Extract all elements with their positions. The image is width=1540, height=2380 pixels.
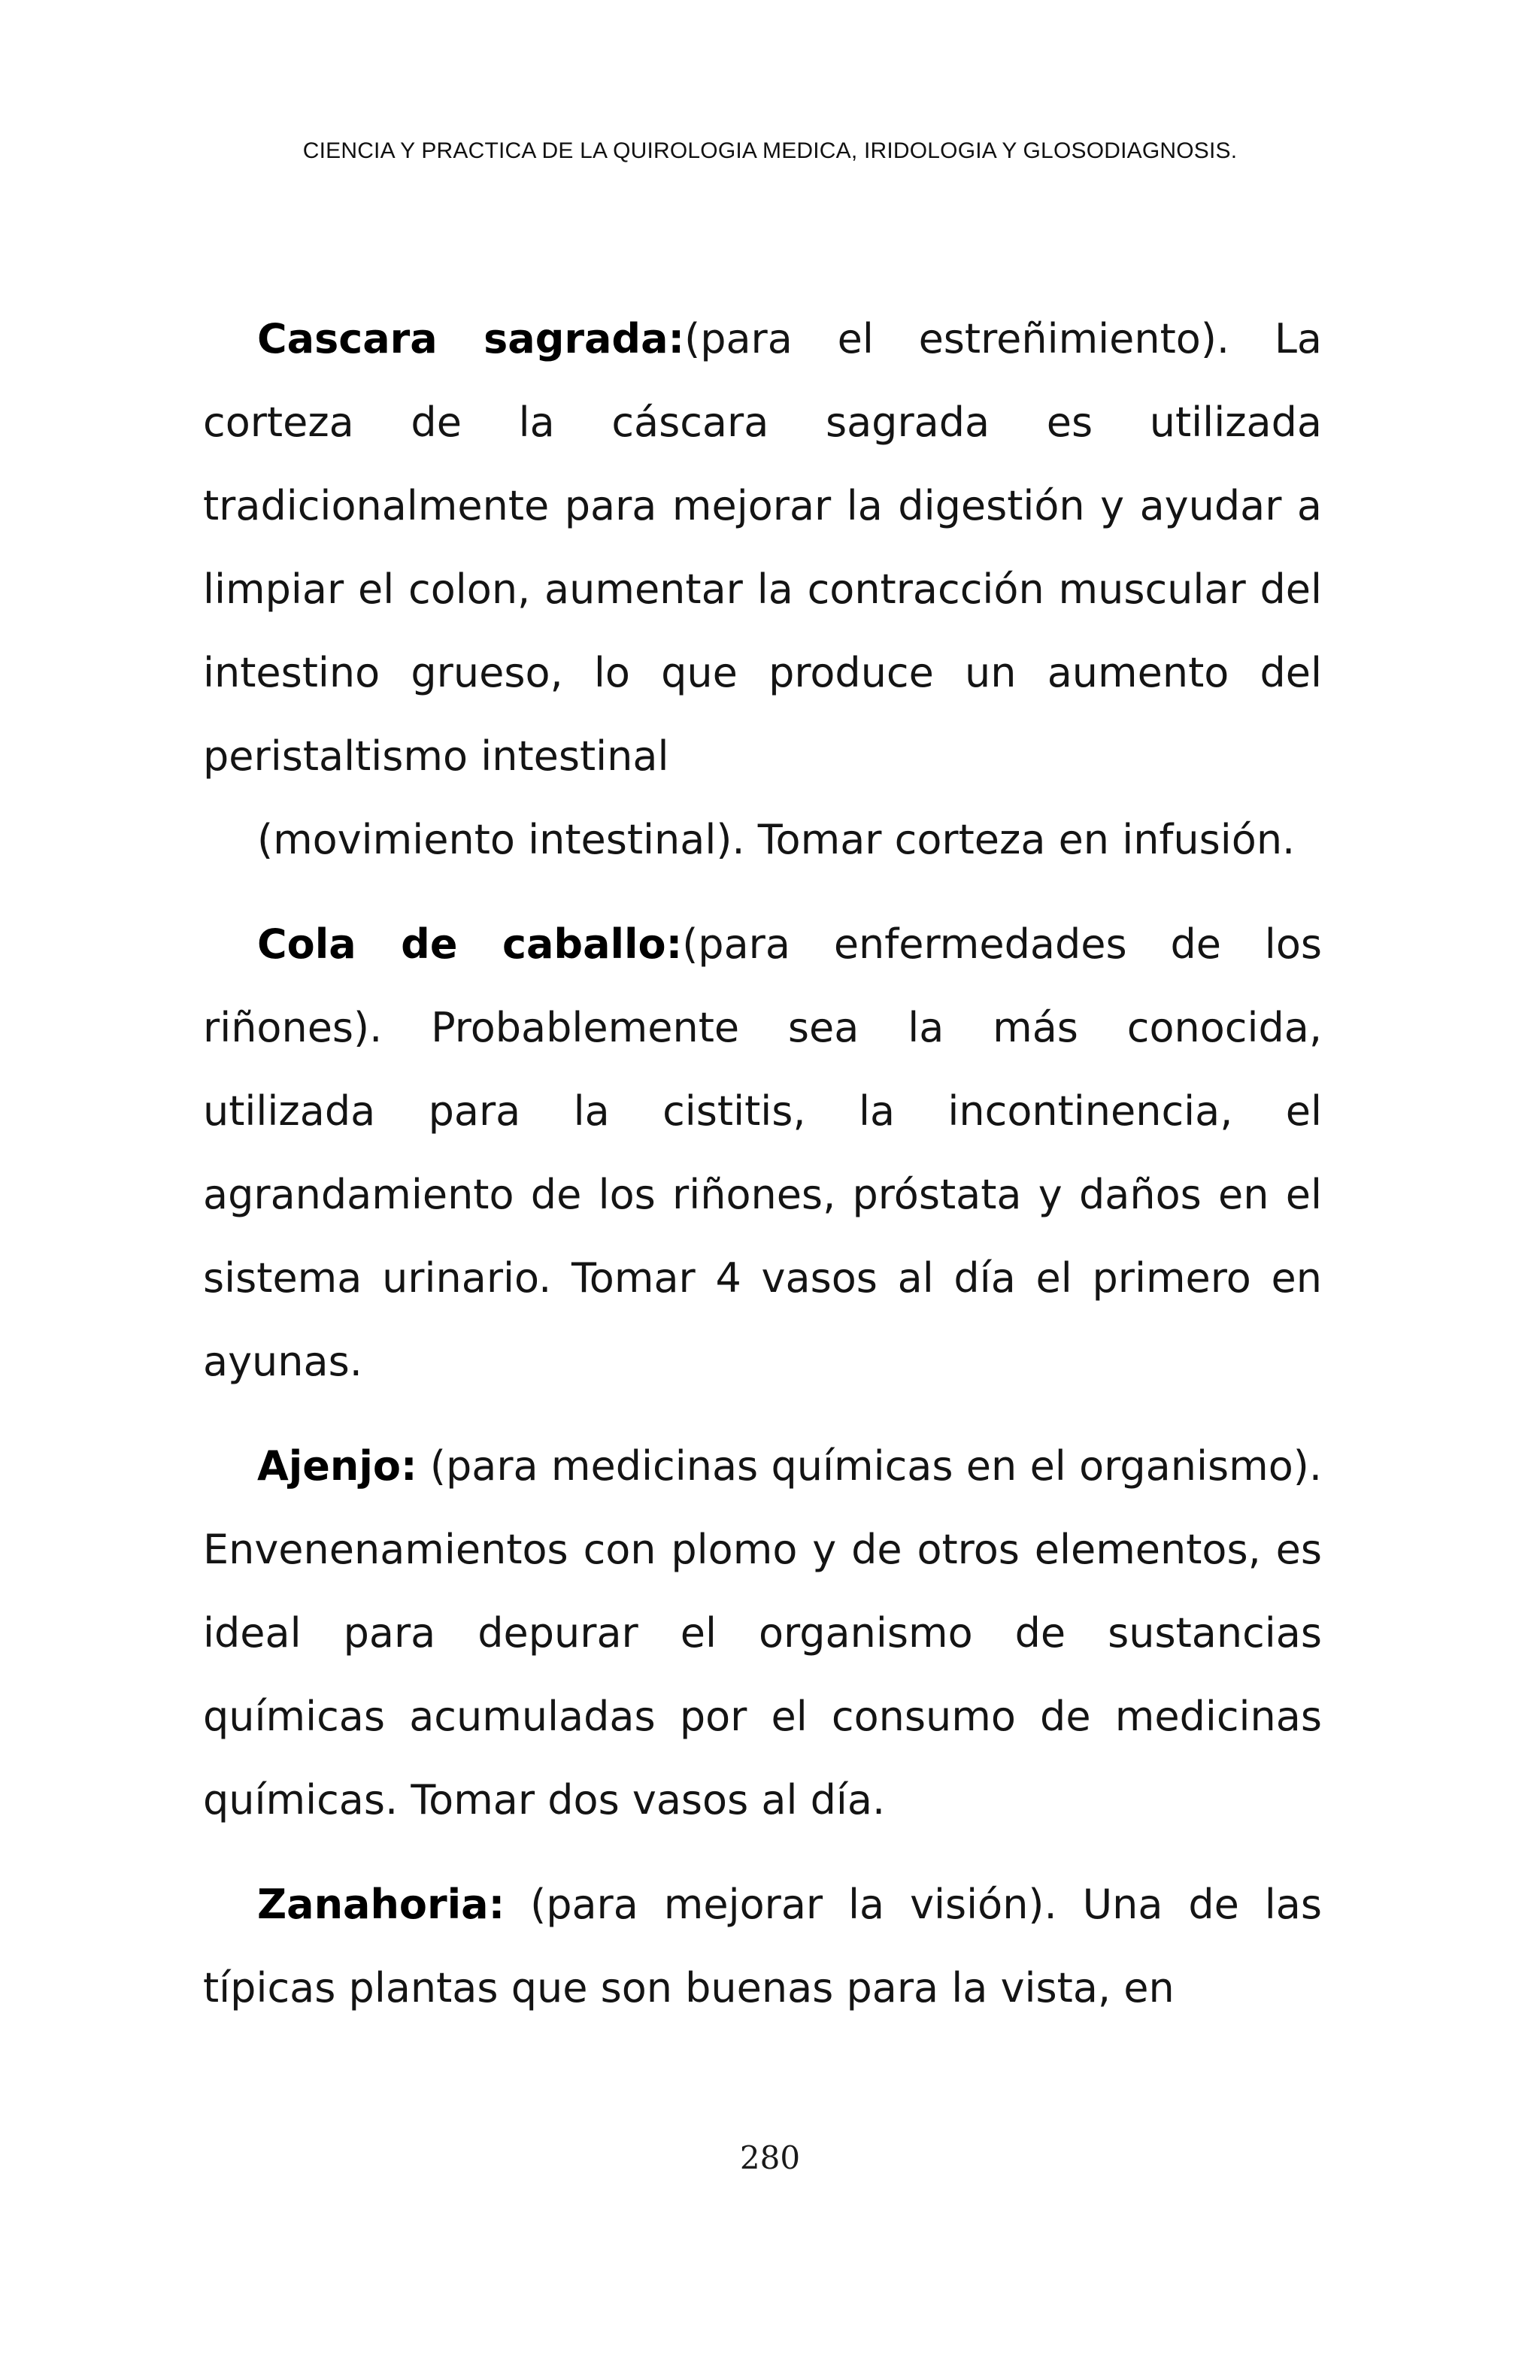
entry-text: (para mejorar la visión). Una de las típicas plantas que son buenas para la vista, en bbox=[203, 1881, 1322, 2012]
running-header: CIENCIA Y PRACTICA DE LA QUIROLOGIA MEDICA, IRIDOLOGIA Y GLOSODIAGNOSIS. bbox=[302, 138, 1238, 163]
entry-term: Ajenjo: bbox=[257, 1442, 417, 1490]
entry-continuation-line: (movimiento intestinal). Tomar corteza en infusión. bbox=[257, 816, 1296, 863]
entry-text: (para el estreñimiento). La corteza de la cáscara sagrada es utilizada tradicionalmente para mejorar la digestión y ayudar a limpiar el colon, aumentar la contracción muscular del intestino grueso, lo que produce un aumento del peristaltismo intestinal bbox=[203, 315, 1322, 780]
entry-text: (para medicinas químicas en el organismo). Envenenamientos con plomo y de otros elementos, es ideal para depurar el organismo de sustancias químicas acumuladas por el consumo de medicinas químicas. Tomar dos vasos al día. bbox=[203, 1442, 1322, 1824]
page-number: 280 bbox=[739, 2139, 801, 2176]
entry-cascara-sagrada bbox=[203, 297, 1322, 881]
entry-ajenjo bbox=[203, 1424, 1322, 1842]
entry-term: Cascara sagrada: bbox=[257, 315, 685, 362]
page-body bbox=[203, 297, 1322, 2030]
entry-text: (para enfermedades de los riñones). Probablemente sea la más conocida, utilizada para la cistitis, la incontinencia, el agrandamiento de los riñones, próstata y daños en el sistema urinario. Tomar 4 vasos al día el primero en ayunas. bbox=[203, 920, 1322, 1385]
entry-term: Cola de caballo: bbox=[257, 920, 683, 968]
entry-zanahoria bbox=[203, 1863, 1322, 2030]
entry-cola-de-caballo bbox=[203, 902, 1322, 1403]
entry-term: Zanahoria: bbox=[257, 1881, 505, 1928]
